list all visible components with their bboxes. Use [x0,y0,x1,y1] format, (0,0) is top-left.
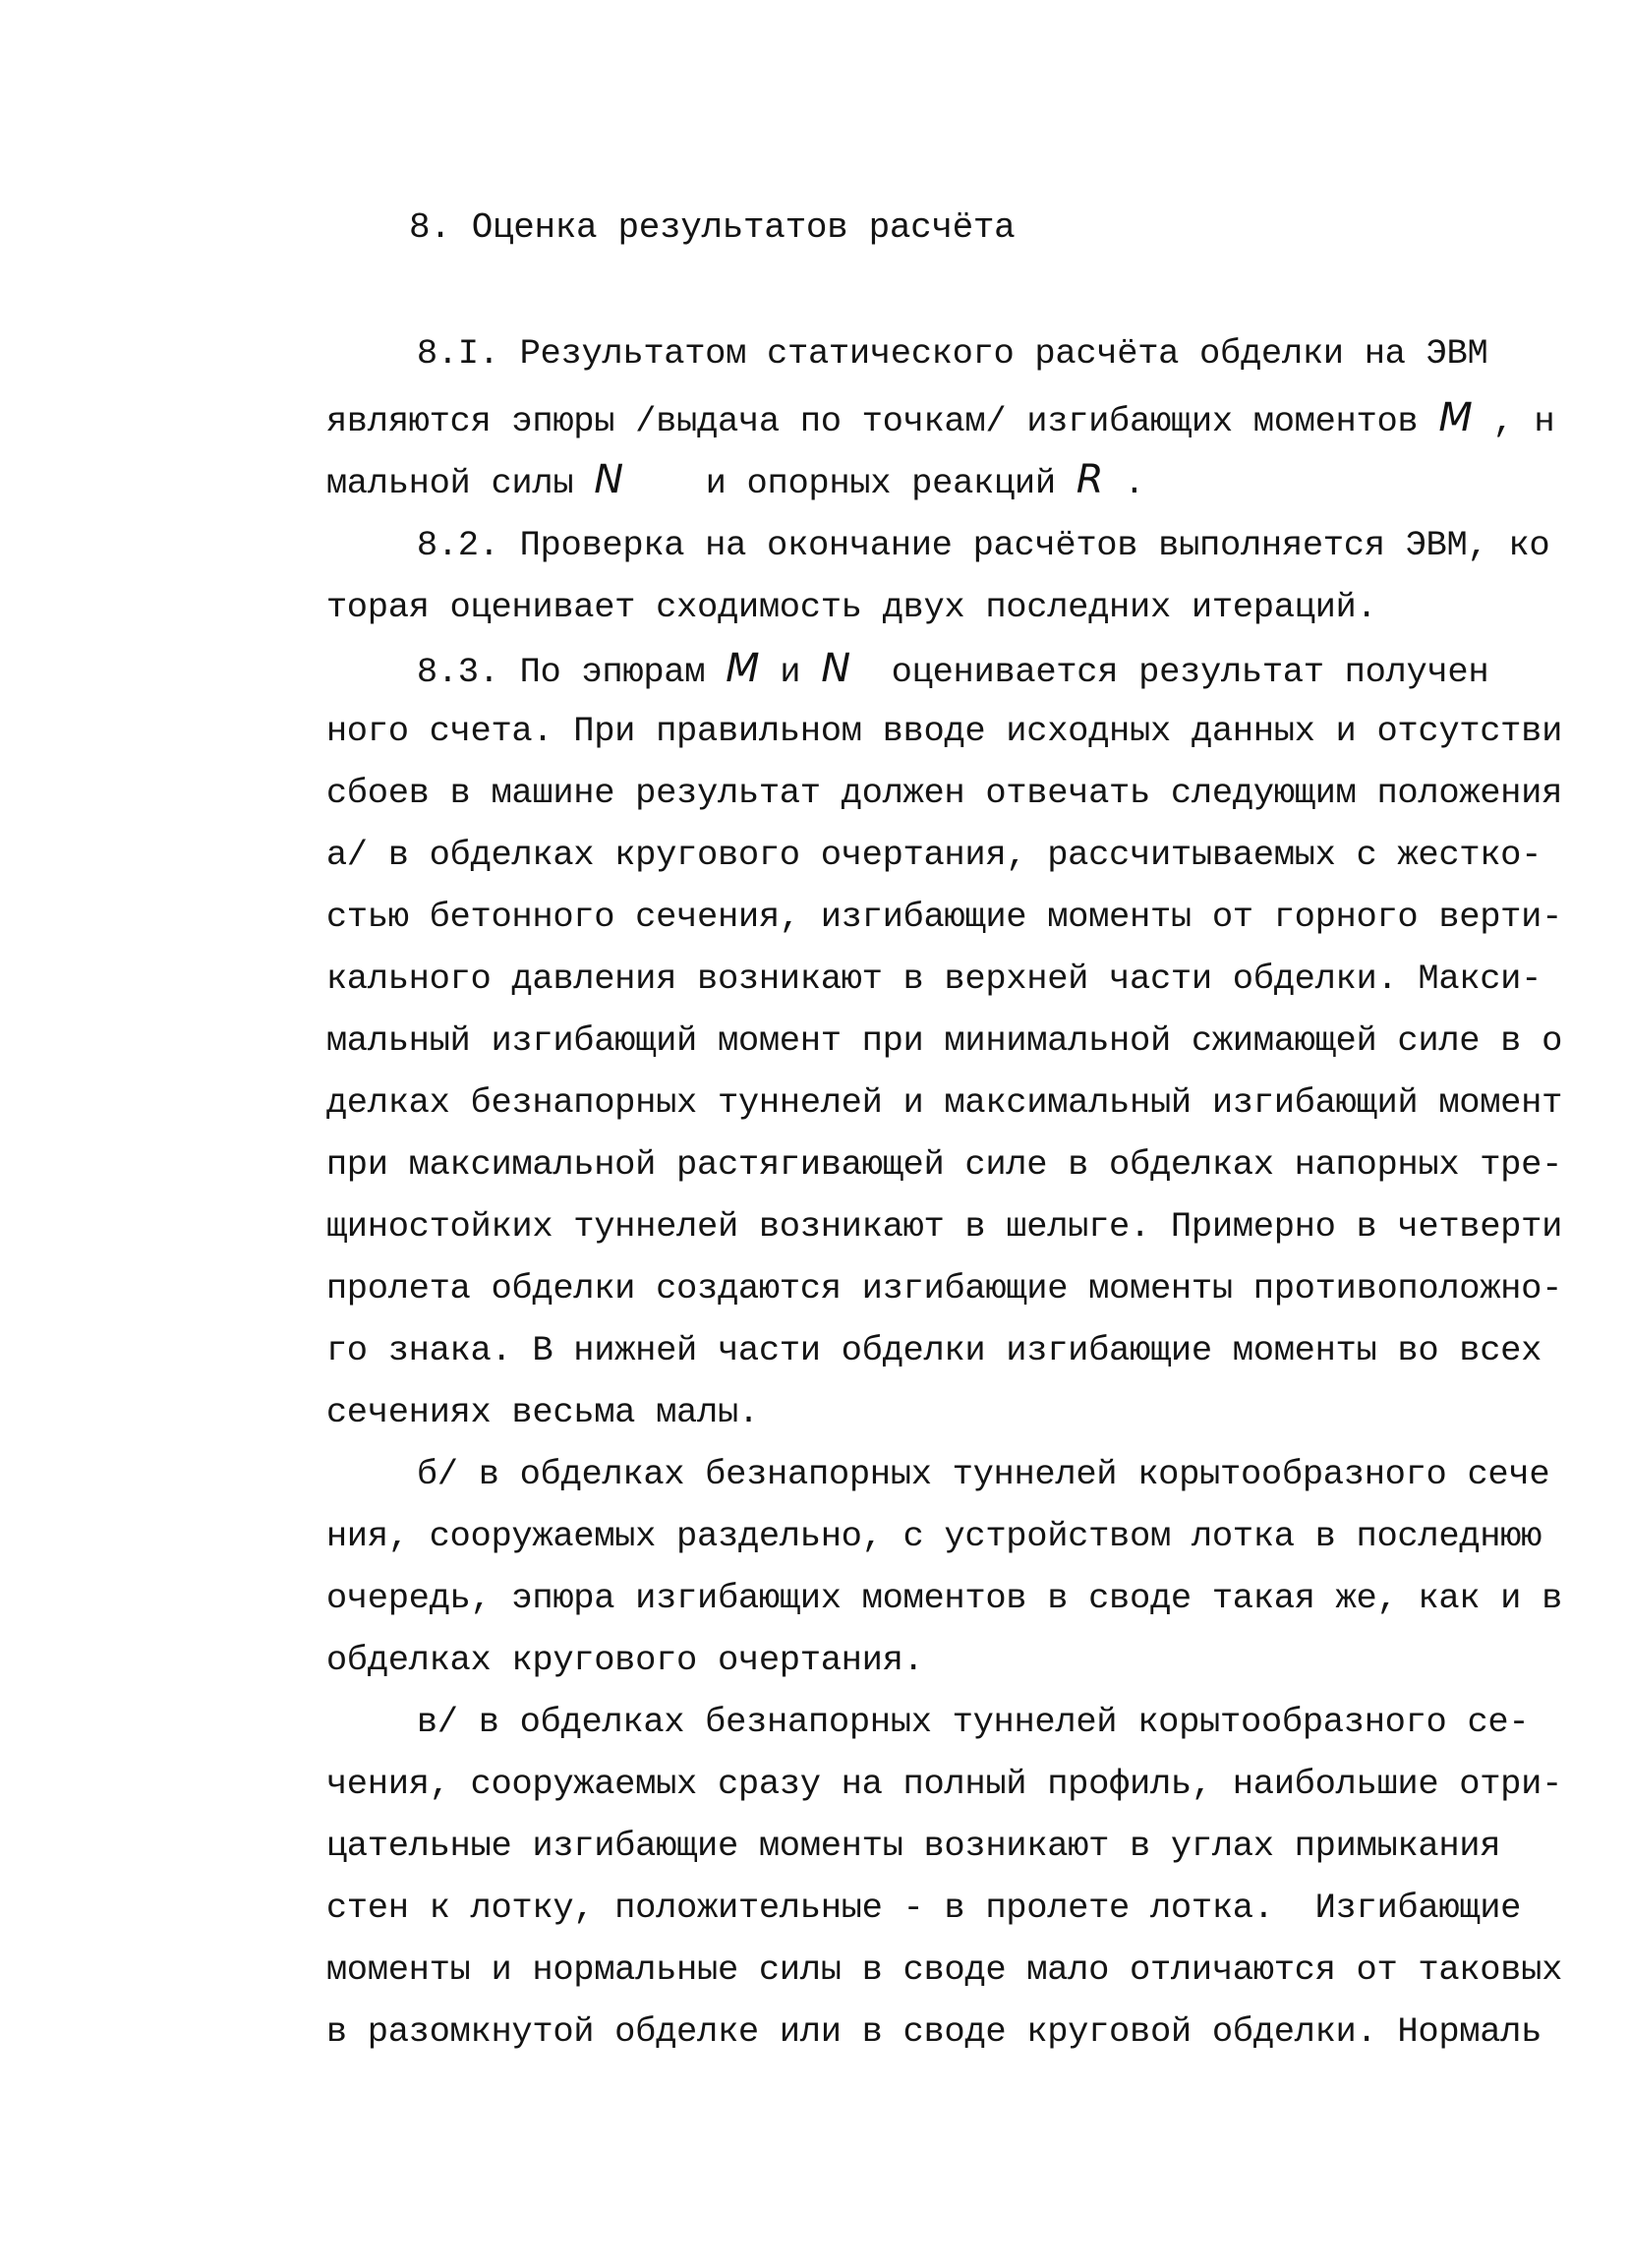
text-run: моменты и нормальные силы в своде мало отличаются от таковых [325,1949,1563,1990]
text-run: б/ в обделках безнапорных туннелей корытообразного сече [416,1454,1550,1494]
text-run: в/ в обделках безнапорных туннелей корытообразного се- [416,1702,1530,1742]
text-run: делках безнапорных туннелей и максимальный изгибающий момент [325,1082,1563,1123]
text-run: чения, сооружаемых сразу на полный профиль, наибольшие отри- [325,1764,1563,1804]
text-run: при максимальной растягивающей силе в обделках напорных тре- [325,1144,1563,1185]
text-run: 8.2. Проверка на окончание расчётов выполняется ЭВМ, ко [416,525,1550,565]
text-run: 8.3. По эпюрам [416,652,727,692]
text-run: ния, сооружаемых раздельно, с устройством лотка в последнюю [325,1516,1542,1556]
moment-symbol: M [1438,395,1473,440]
text-run: цательные изгибающие моменты возникают в углах примыкания [325,1826,1501,1866]
text-run: обделках кругового очертания. [325,1640,924,1680]
text-run: и [759,652,822,692]
text-run: сечениях весьма малы. [325,1392,759,1432]
text-run: ного счета. При правильном вводе исходных данных и отсутстви [325,711,1563,751]
normal-force-symbol: N [594,457,623,502]
text-run: являются эпюры /выдача по точкам/ изгибающих моментов [325,401,1439,441]
text-run: пролета обделки создаются изгибающие моменты противоположно- [325,1268,1563,1308]
text-run: 8.I. Результатом статического расчёта обделки на ЭВМ [416,333,1488,374]
text-run: оценивается результат получен [849,652,1489,692]
section-title: 8. Оценка результатов расчёта [409,207,1016,248]
text-run: кального давления возникают в верхней части обделки. Макси- [325,959,1542,999]
text-run: очередь, эпюра изгибающих моментов в своде такая же, как и в [325,1578,1563,1618]
text-run: мальный изгибающий момент при минимальной сжимающей силе в о [325,1020,1563,1061]
text-run: . [1103,463,1145,503]
moment-symbol: M [726,646,760,691]
reaction-symbol: R [1076,457,1104,502]
normal-force-symbol: N [821,646,850,691]
text-run: сбоев в машине результат должен отвечать следующим положения [325,773,1563,813]
text-run: стен к лотку, положительные - в пролете лотка. Изгибающие [325,1888,1522,1928]
text-run: стью бетонного сечения, изгибающие моменты от горного верти- [325,897,1563,937]
text-run: , н [1472,401,1555,441]
text-run: щиностойких туннелей возникают в шелыге. Примерно в четверти [325,1206,1563,1247]
text-run: и опорных реакций [622,463,1076,503]
text-run: в разомкнутой обделке или в своде круговой обделки. Нормаль [325,2011,1542,2052]
text-run: а/ в обделках кругового очертания, рассчитываемых с жестко- [325,835,1542,875]
text-run: мальной силы [325,463,595,503]
text-run: торая оценивает сходимость двух последних итераций. [325,587,1377,627]
text-line [244,1973,1542,2091]
text-run: го знака. В нижней части обделки изгибающие моменты во всех [325,1330,1542,1370]
